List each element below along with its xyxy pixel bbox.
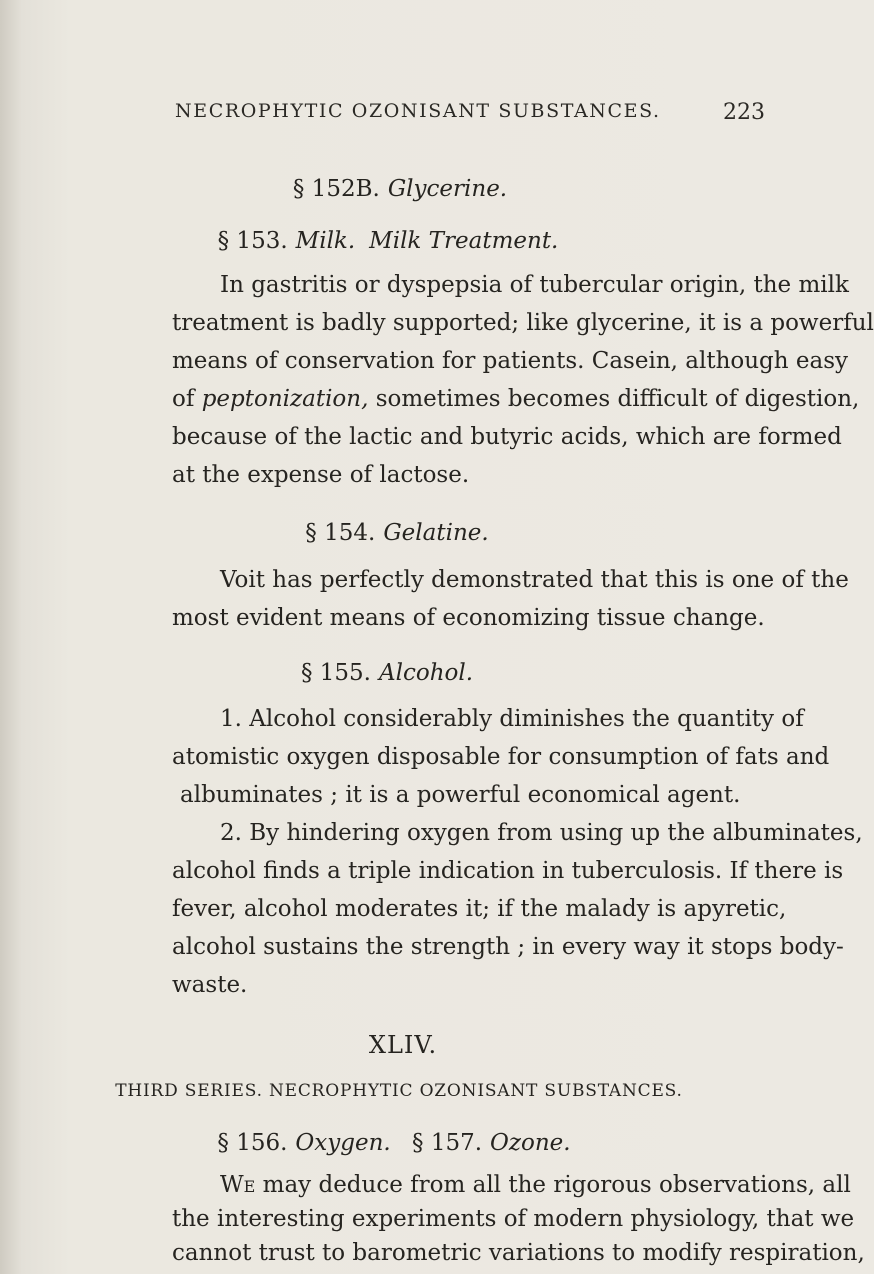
paragraph-line: means of conservation for patients. Casein, although easy: [172, 348, 849, 374]
section-heading-154: [0, 518, 797, 548]
section-number: § 153.: [217, 228, 288, 254]
paragraph-line: Voit has perfectly demonstrated that this is one of the: [220, 567, 849, 593]
section-number: § 155.: [300, 660, 371, 686]
series-heading: THIRD SERIES. NECROPHYTIC OZONISANT SUBSTANCES.: [115, 1081, 683, 1101]
drop-word: We: [220, 1172, 256, 1198]
section-heading-155: [0, 658, 787, 688]
paragraph-line: In gastritis or dyspepsia of tubercular origin, the milk: [220, 272, 849, 298]
section-title: Glycerine.: [387, 176, 508, 202]
section-number: § 154.: [305, 520, 376, 546]
section-heading-152b: [0, 174, 800, 204]
section-heading-156-157: [0, 1128, 794, 1158]
paragraph-line: the interesting experiments of modern physiology, that we: [172, 1206, 855, 1232]
section-subtitle: Milk Treatment.: [369, 228, 559, 254]
paragraph-line: [220, 1170, 851, 1200]
section-title: Ozone.: [490, 1130, 571, 1156]
text-run: of: [172, 386, 195, 412]
section-title: Gelatine.: [383, 520, 489, 546]
section-number: § 152B.: [292, 176, 380, 202]
paragraph-line: atomistic oxygen disposable for consumption of fats and: [172, 744, 830, 770]
paragraph-line: alcohol finds a triple indication in tuberculosis. If there is: [172, 858, 844, 884]
section-title: Milk.: [295, 228, 356, 254]
paragraph-line: [172, 384, 860, 414]
paragraph-line: at the expense of lactose.: [172, 462, 470, 488]
paragraph-line: 1. Alcohol considerably diminishes the quantity of: [220, 706, 804, 732]
paragraph-line: albuminates ; it is a powerful economical agent.: [180, 782, 741, 808]
italic-term: peptonization,: [201, 386, 369, 412]
paragraph-line: cannot trust to barometric variations to modify respiration,: [172, 1240, 865, 1266]
section-title: Oxygen.: [295, 1130, 391, 1156]
paragraph-line: because of the lactic and butyric acids, which are formed: [172, 424, 842, 450]
section-title: Alcohol.: [379, 660, 474, 686]
chapter-number: XLIV.: [368, 1031, 438, 1059]
paragraph-line: treatment is badly supported; like glycerine, it is a powerful: [172, 310, 874, 336]
text-run: may deduce from all the rigorous observations, all: [262, 1172, 851, 1198]
page-number: 223: [723, 100, 765, 125]
paragraph-line: fever, alcohol moderates it; if the malady is apyretic,: [172, 896, 787, 922]
section-number: § 157.: [412, 1130, 483, 1156]
section-heading-153: [0, 226, 788, 256]
section-number: § 156.: [217, 1130, 288, 1156]
paragraph-line: alcohol sustains the strength ; in every way it stops body-: [172, 934, 844, 960]
paragraph-line: waste.: [172, 972, 248, 998]
running-title: NECROPHYTIC OZONISANT SUBSTANCES.: [175, 100, 661, 122]
paragraph-line: most evident means of economizing tissue change.: [172, 605, 765, 631]
paragraph-line: 2. By hindering oxygen from using up the albuminates,: [220, 820, 863, 846]
text-run: sometimes becomes difficult of digestion,: [375, 386, 860, 412]
